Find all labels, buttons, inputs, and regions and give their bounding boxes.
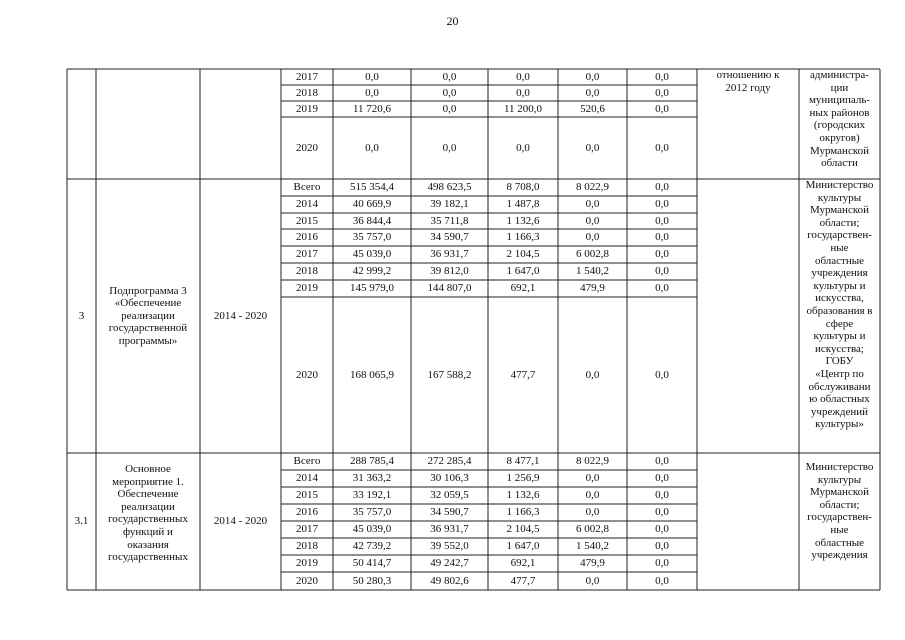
year-cell: 2014 xyxy=(296,472,318,485)
reg-budget-cell: 1 256,9 xyxy=(506,472,540,485)
executor-cell-line: искусства, xyxy=(815,292,864,305)
other-cell: 0,0 xyxy=(655,231,669,244)
executor-cell-line: ные xyxy=(830,523,849,536)
year-cell: 2017 xyxy=(296,523,318,536)
total-cell: 45 039,0 xyxy=(352,523,392,536)
program-name-cell-line: Обеспечение xyxy=(117,488,179,501)
other-cell: 0,0 xyxy=(655,102,669,115)
executor-cell xyxy=(799,461,880,590)
executor-cell-line: образования в xyxy=(806,304,873,317)
total-cell: 288 785,4 xyxy=(350,455,394,468)
total-cell: 50 414,7 xyxy=(352,557,392,570)
program-name-cell-line: реализации xyxy=(121,500,175,513)
program-name-cell xyxy=(96,463,200,590)
other-cell: 0,0 xyxy=(655,472,669,485)
total-cell: 0,0 xyxy=(365,70,379,83)
executor-cell-line: ю областных xyxy=(809,393,870,406)
program-name-cell-line: государственных xyxy=(108,551,188,564)
executor-cell-line: культуры и xyxy=(813,330,866,343)
fed-budget-cell: 0,0 xyxy=(442,86,457,99)
indicator-cell-line: 2012 году xyxy=(725,81,771,94)
total-cell: 50 280,3 xyxy=(352,574,392,587)
local-budget-cell: 0,0 xyxy=(585,231,600,244)
executor-cell-line: учреждения xyxy=(811,549,868,562)
executor-cell-line: государствен- xyxy=(807,511,872,524)
executor-cell-line: областные xyxy=(814,536,865,549)
program-name-cell-lines xyxy=(108,463,188,564)
other-cell: 0,0 xyxy=(655,248,669,261)
local-budget-cell: 1 540,2 xyxy=(576,540,609,553)
executor-cell-line: культуры xyxy=(817,473,862,486)
other-cell: 0,0 xyxy=(655,368,669,381)
total-cell: 515 354,4 xyxy=(350,181,394,194)
program-name-cell-line: «Обеспечение xyxy=(114,297,182,310)
local-budget-cell: 479,9 xyxy=(580,557,605,570)
fed-budget-cell: 36 931,7 xyxy=(430,248,469,261)
reg-budget-cell: 1 647,0 xyxy=(506,540,540,553)
executor-cell-line: (городских xyxy=(813,119,866,132)
executor-cell-line: Министерство xyxy=(805,179,874,191)
year-cell: 2019 xyxy=(296,282,318,295)
executor-cell-line: Мурманской xyxy=(809,144,870,157)
year-cell: 2018 xyxy=(296,86,318,99)
fed-budget-cell: 0,0 xyxy=(442,141,457,154)
total-cell: 168 065,9 xyxy=(350,368,394,381)
reg-budget-cell: 8 708,0 xyxy=(506,181,540,194)
year-cell: 2015 xyxy=(296,214,318,227)
year-cell: 2016 xyxy=(296,506,318,519)
local-budget-cell: 6 002,8 xyxy=(576,523,609,536)
local-budget-cell: 1 540,2 xyxy=(576,265,609,278)
year-cell: Всего xyxy=(293,181,321,194)
reg-budget-cell: 0,0 xyxy=(516,141,530,154)
year-cell: Всего xyxy=(293,455,321,468)
fed-budget-cell: 34 590,7 xyxy=(430,231,469,244)
other-cell: 0,0 xyxy=(655,540,669,553)
row-number-cell: 3 xyxy=(78,309,85,322)
executor-cell-line: ные xyxy=(830,241,849,254)
local-budget-cell: 8 022,9 xyxy=(576,181,609,194)
executor-cell-line: «Центр по xyxy=(815,367,864,380)
program-name-cell-line: государственных xyxy=(108,513,188,526)
fed-budget-cell: 49 802,6 xyxy=(430,574,469,587)
executor-cell-line: области; xyxy=(819,498,860,511)
total-cell: 45 039,0 xyxy=(352,248,392,261)
executor-cell-line: ции xyxy=(830,81,849,94)
program-name-cell-line: Основное xyxy=(125,463,171,475)
indicator-cell-lines xyxy=(717,69,780,94)
total-cell: 35 757,0 xyxy=(352,506,392,519)
local-budget-cell: 520,6 xyxy=(580,102,605,115)
total-cell: 40 669,9 xyxy=(352,198,392,211)
fed-budget-cell: 167 588,2 xyxy=(427,368,472,381)
executor-cell-line: сфере xyxy=(825,317,854,330)
local-budget-cell: 6 002,8 xyxy=(576,248,609,261)
year-cell: 2020 xyxy=(296,368,318,381)
total-cell: 11 720,6 xyxy=(352,102,392,115)
executor-cell xyxy=(799,179,880,453)
total-cell: 42 999,2 xyxy=(352,265,392,278)
executor-cell-line: областные xyxy=(814,254,865,267)
executor-cell-line: области; xyxy=(819,216,860,229)
fed-budget-cell: 498 623,5 xyxy=(427,181,472,194)
fed-budget-cell: 35 711,8 xyxy=(430,214,469,227)
local-budget-cell: 0,0 xyxy=(585,86,600,99)
reg-budget-cell: 1 647,0 xyxy=(506,265,540,278)
year-cell: 2014 xyxy=(296,198,318,211)
indicator-cell-line: отношению к xyxy=(716,69,780,81)
reg-budget-cell: 2 104,5 xyxy=(506,523,540,536)
program-name-cell-line: программы» xyxy=(118,334,178,347)
total-cell: 35 757,0 xyxy=(352,231,392,244)
year-cell: 2019 xyxy=(296,102,318,115)
executor-cell-line: муниципаль- xyxy=(808,94,871,107)
executor-cell xyxy=(799,69,880,179)
other-cell: 0,0 xyxy=(655,265,669,278)
executor-cell-line: обслуживани xyxy=(808,380,871,393)
year-cell: 2020 xyxy=(296,574,318,587)
year-cell: 2020 xyxy=(296,141,318,154)
other-cell: 0,0 xyxy=(655,455,669,468)
total-cell: 33 192,1 xyxy=(352,489,392,502)
year-cell: 2018 xyxy=(296,265,318,278)
reg-budget-cell: 477,7 xyxy=(510,574,536,587)
fed-budget-cell: 39 182,1 xyxy=(430,198,469,211)
local-budget-cell: 0,0 xyxy=(585,472,600,485)
executor-cell-line: учреждений xyxy=(810,405,869,418)
year-cell: 2017 xyxy=(296,248,318,261)
local-budget-cell: 0,0 xyxy=(585,70,600,83)
fed-budget-cell: 272 285,4 xyxy=(427,455,472,468)
executor-cell-line: области xyxy=(821,157,858,170)
program-name-cell-line: оказания xyxy=(127,538,169,551)
program-name-cell-line: Подпрограмма 3 xyxy=(109,284,187,297)
other-cell: 0,0 xyxy=(655,557,669,570)
fed-budget-cell: 30 106,3 xyxy=(430,472,469,485)
page-number: 20 xyxy=(446,14,459,28)
reg-budget-cell: 0,0 xyxy=(516,86,530,99)
program-name-cell-line: функций и xyxy=(123,525,173,538)
local-budget-cell: 0,0 xyxy=(585,141,600,154)
local-budget-cell: 0,0 xyxy=(585,574,600,587)
executor-cell-line: ГОБУ xyxy=(825,355,854,368)
program-name-cell-line: мероприятие 1. xyxy=(112,475,184,488)
fed-budget-cell: 0,0 xyxy=(442,70,457,83)
other-cell: 0,0 xyxy=(655,181,669,194)
executor-cell-line: Министерство xyxy=(805,461,874,473)
fed-budget-cell: 36 931,7 xyxy=(430,523,469,536)
executor-cell-lines xyxy=(806,461,874,562)
executor-cell-lines xyxy=(809,69,870,170)
reg-budget-cell: 692,1 xyxy=(510,557,536,570)
year-cell: 2015 xyxy=(296,489,318,502)
total-cell: 0,0 xyxy=(365,141,379,154)
indicator-cell xyxy=(697,69,799,179)
executor-cell-line: Мурманской xyxy=(809,204,870,217)
reg-budget-cell: 692,1 xyxy=(510,282,536,295)
other-cell: 0,0 xyxy=(655,214,669,227)
executor-cell-line: Мурманской xyxy=(809,486,870,499)
executor-cell-line: ных районов xyxy=(809,106,870,119)
reg-budget-cell: 2 104,5 xyxy=(506,248,540,261)
local-budget-cell: 8 022,9 xyxy=(576,455,609,468)
total-cell: 31 363,2 xyxy=(352,472,392,485)
executor-cell-line: администра- xyxy=(810,69,869,81)
local-budget-cell: 0,0 xyxy=(585,368,600,381)
other-cell: 0,0 xyxy=(655,574,669,587)
fed-budget-cell: 39 552,0 xyxy=(430,540,469,553)
reg-budget-cell: 477,7 xyxy=(510,368,536,381)
total-cell: 42 739,2 xyxy=(352,540,392,553)
program-name-cell-lines xyxy=(109,285,187,348)
reg-budget-cell: 1 487,8 xyxy=(506,198,540,211)
row-number-cell: 3.1 xyxy=(74,515,89,528)
other-cell: 0,0 xyxy=(655,489,669,502)
program-name-cell-line: государственной xyxy=(108,322,188,335)
total-cell: 36 844,4 xyxy=(352,214,392,227)
other-cell: 0,0 xyxy=(655,523,669,536)
other-cell: 0,0 xyxy=(655,86,669,99)
executor-cell-line: искусства; xyxy=(814,342,864,355)
reg-budget-cell: 0,0 xyxy=(516,70,530,83)
reg-budget-cell: 1 166,3 xyxy=(506,231,540,244)
executor-cell-line: культуры» xyxy=(815,418,864,431)
other-cell: 0,0 xyxy=(655,506,669,519)
reg-budget-cell: 1 132,6 xyxy=(506,214,540,227)
other-cell: 0,0 xyxy=(655,141,669,154)
program-name-cell-line: реализации xyxy=(121,309,175,322)
other-cell: 0,0 xyxy=(655,198,669,211)
reg-budget-cell: 1 166,3 xyxy=(506,506,540,519)
reg-budget-cell: 8 477,1 xyxy=(506,455,540,468)
executor-cell-line: государствен- xyxy=(807,229,872,242)
executor-cell-line: учреждения xyxy=(811,267,868,280)
other-cell: 0,0 xyxy=(655,282,669,295)
fed-budget-cell: 34 590,7 xyxy=(430,506,469,519)
other-cell: 0,0 xyxy=(655,70,669,83)
year-cell: 2018 xyxy=(296,540,318,553)
total-cell: 0,0 xyxy=(365,86,379,99)
period-cell: 2014 - 2020 xyxy=(213,309,268,322)
total-cell: 145 979,0 xyxy=(350,282,394,295)
executor-cell-line: культуры xyxy=(817,191,862,204)
local-budget-cell: 0,0 xyxy=(585,214,600,227)
fed-budget-cell: 0,0 xyxy=(442,102,457,115)
local-budget-cell: 479,9 xyxy=(580,282,605,295)
period-cell: 2014 - 2020 xyxy=(213,515,268,528)
executor-cell-lines xyxy=(806,179,874,431)
fed-budget-cell: 49 242,7 xyxy=(430,557,469,570)
program-name-cell xyxy=(96,179,200,453)
year-cell: 2017 xyxy=(296,70,318,83)
year-cell: 2016 xyxy=(296,231,318,244)
executor-cell-line: округов) xyxy=(819,131,860,144)
fed-budget-cell: 39 812,0 xyxy=(430,265,469,278)
fed-budget-cell: 144 807,0 xyxy=(427,282,472,295)
year-cell: 2019 xyxy=(296,557,318,570)
local-budget-cell: 0,0 xyxy=(585,489,600,502)
reg-budget-cell: 1 132,6 xyxy=(506,489,540,502)
local-budget-cell: 0,0 xyxy=(585,506,600,519)
reg-budget-cell: 11 200,0 xyxy=(503,102,543,115)
executor-cell-line: культуры и xyxy=(813,279,866,292)
local-budget-cell: 0,0 xyxy=(585,198,600,211)
fed-budget-cell: 32 059,5 xyxy=(430,489,469,502)
